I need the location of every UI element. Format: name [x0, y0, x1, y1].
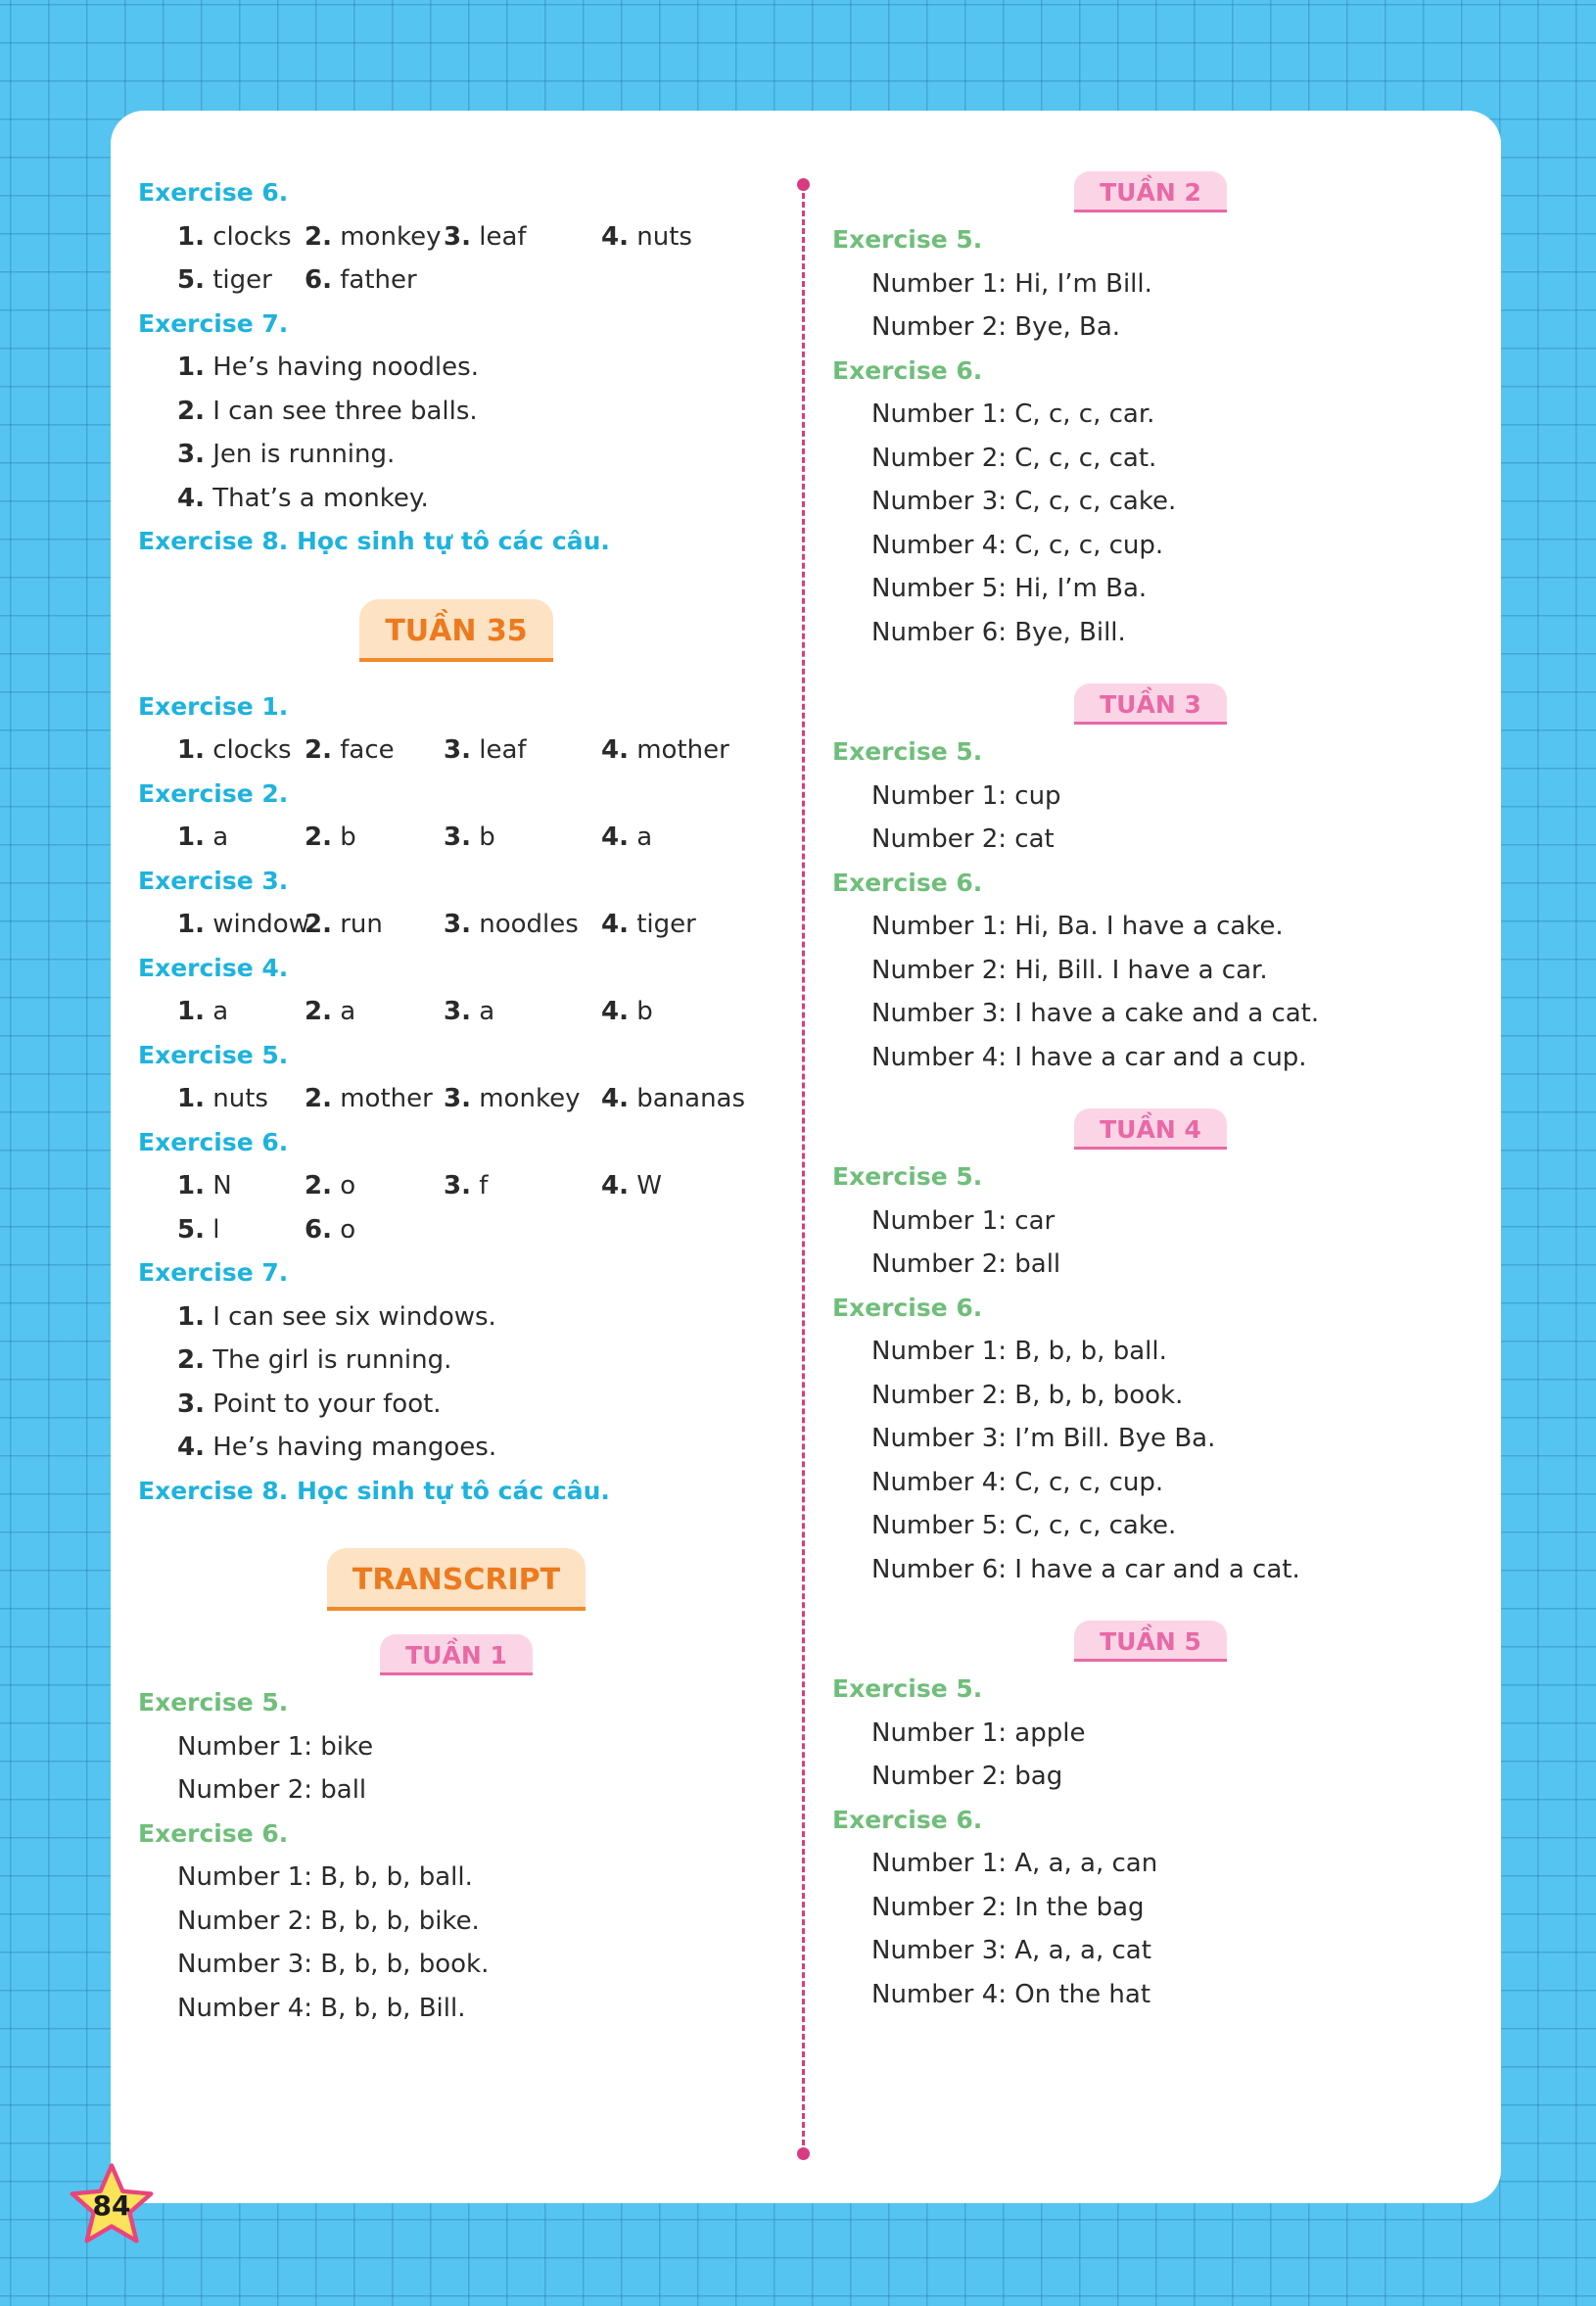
item-text: He’s having mangoes.: [212, 1433, 497, 1462]
item-number: 2.: [305, 997, 332, 1026]
item-number: 5.: [177, 265, 205, 295]
left-column: [138, 171, 775, 2030]
exercise-heading: Exercise 5.: [138, 1040, 289, 1069]
item-text: monkey: [479, 1084, 581, 1113]
transcript-line: Number 1: apple: [871, 1718, 1086, 1748]
item-number: 1.: [177, 910, 205, 939]
item-text: nuts: [636, 221, 692, 252]
exercise-block: [138, 773, 775, 860]
transcript-banner: TRANSCRIPT: [327, 1548, 586, 1611]
exercise-block: [832, 1287, 1469, 1592]
transcript-line: Number 2: ball: [177, 1775, 367, 1805]
item-text: a: [212, 823, 229, 852]
item-text: run: [340, 910, 383, 939]
item-text: o: [340, 1171, 356, 1200]
item-text: monkey: [340, 221, 442, 252]
answer-item: [177, 259, 305, 303]
transcript-line: Number 2: In the bag: [871, 1892, 1145, 1922]
week-banner: TUẦN 35: [359, 599, 552, 662]
exercise-block: [832, 1799, 1469, 2017]
exercise-heading: Exercise 7.: [138, 1258, 289, 1287]
week-banner: TUẦN 5: [1074, 1621, 1227, 1662]
item-number: 5.: [177, 1214, 205, 1245]
answer-item: [305, 215, 444, 259]
answer-item: [601, 816, 748, 860]
answer-line: [138, 433, 775, 477]
answer-key-page: [111, 111, 1501, 2203]
answer-item: [305, 903, 444, 947]
item-number: 3.: [444, 823, 471, 852]
item-text: N: [212, 1171, 232, 1200]
transcript-line: Number 2: B, b, b, bike.: [177, 1906, 480, 1936]
answer-line: [138, 1295, 775, 1340]
item-number: 4.: [601, 1171, 629, 1200]
exercise-heading: Exercise 5.: [832, 1674, 983, 1703]
item-number: 4.: [177, 483, 205, 513]
transcript-line: Number 2: bag: [871, 1762, 1063, 1791]
exercise-block: [138, 171, 775, 303]
transcript-line: Number 3: I have a cake and a cat.: [871, 999, 1320, 1028]
answer-item: [177, 1208, 305, 1252]
item-text: mother: [636, 735, 729, 765]
week-banner: TUẦN 3: [1074, 683, 1227, 725]
transcript-line: Number 2: ball: [871, 1249, 1061, 1279]
exercise-block: [832, 1155, 1469, 1287]
item-number: 3.: [444, 1171, 471, 1200]
item-number: 6.: [305, 265, 332, 295]
exercise-block: [138, 1121, 775, 1252]
item-number: 3.: [444, 221, 471, 252]
answer-item: [444, 816, 601, 860]
exercise-heading: Exercise 5.: [832, 225, 983, 254]
answer-item: [177, 990, 305, 1034]
answer-line: [138, 477, 775, 521]
week-banner: TUẦN 2: [1074, 171, 1227, 212]
item-number: 2.: [305, 823, 332, 852]
answer-row: [138, 259, 775, 303]
answer-item: [601, 990, 748, 1034]
item-text: a: [479, 997, 495, 1026]
item-text: W: [636, 1171, 662, 1200]
column-divider: [802, 184, 805, 2154]
answer-item: [177, 215, 305, 259]
exercise-heading: Exercise 3.: [138, 866, 289, 895]
answer-item: [444, 215, 601, 259]
item-number: 2.: [305, 1084, 332, 1113]
item-number: 1.: [177, 1171, 205, 1200]
item-text: o: [340, 1214, 356, 1245]
answer-row: [138, 1208, 775, 1252]
transcript-line: Number 5: C, c, c, cake.: [871, 1511, 1177, 1540]
answer-row: [138, 816, 775, 860]
exercise-block: [138, 860, 775, 947]
item-text: He’s having noodles.: [212, 353, 479, 382]
answer-item: [601, 215, 748, 259]
transcript-line: Number 2: Hi, Bill. I have a car.: [871, 955, 1268, 985]
exercise-block: [138, 1681, 775, 1812]
exercise-heading: Exercise 5.: [832, 737, 983, 766]
transcript-line: Number 3: A, a, a, cat: [871, 1936, 1151, 1965]
item-number: 3.: [177, 1388, 205, 1419]
item-text: That’s a monkey.: [212, 483, 429, 513]
item-number: 2.: [177, 1345, 205, 1375]
item-text: tiger: [636, 910, 696, 939]
transcript-line: Number 1: bike: [177, 1731, 374, 1762]
item-text: bananas: [636, 1084, 746, 1113]
item-text: window: [212, 910, 309, 939]
transcript-line: Number 1: Hi, Ba. I have a cake.: [871, 912, 1284, 941]
answer-item: [305, 1077, 444, 1121]
item-number: 1.: [177, 1301, 205, 1332]
answer-item: [177, 1164, 305, 1208]
item-number: 3.: [444, 910, 471, 939]
item-number: 1.: [177, 353, 205, 382]
item-number: 4.: [601, 997, 629, 1026]
transcript-line: Number 1: car: [871, 1205, 1056, 1236]
transcript-line: Number 1: B, b, b, ball.: [871, 1337, 1167, 1366]
answer-item: [444, 903, 601, 947]
answer-row: [138, 215, 775, 259]
item-text: b: [340, 823, 356, 852]
answer-item: [444, 729, 601, 773]
answer-line: [138, 1383, 775, 1427]
answer-item: [305, 1164, 444, 1208]
answer-item: [601, 1164, 748, 1208]
item-text: tiger: [212, 265, 272, 295]
week-banner: TUẦN 4: [1074, 1108, 1227, 1150]
item-text: b: [636, 997, 653, 1026]
item-text: I can see three balls.: [212, 396, 478, 426]
answer-item: [305, 259, 444, 303]
item-number: 6.: [305, 1214, 332, 1245]
item-number: 2.: [305, 1171, 332, 1200]
item-number: 2.: [305, 735, 332, 765]
transcript-line: Number 4: I have a car and a cup.: [871, 1042, 1307, 1072]
answer-item: [177, 729, 305, 773]
transcript-line: Number 1: C, c, c, car.: [871, 400, 1155, 429]
exercise-block: [832, 350, 1469, 655]
item-number: 2.: [305, 910, 332, 939]
answer-row: [138, 1164, 775, 1208]
answer-item: [444, 990, 601, 1034]
exercise-block: [138, 1812, 775, 2031]
answer-row: [138, 990, 775, 1034]
exercise-block: [832, 1668, 1469, 1799]
answer-row: [138, 729, 775, 773]
answer-item: [177, 816, 305, 860]
item-text: a: [340, 997, 356, 1026]
exercise-heading: Exercise 6.: [138, 1818, 289, 1848]
exercise-block: [832, 218, 1469, 350]
item-text: Point to your foot.: [212, 1388, 442, 1419]
item-number: 4.: [177, 1433, 205, 1462]
exercise-heading: Exercise 6.: [832, 355, 983, 385]
answer-item: [305, 729, 444, 773]
transcript-line: Number 6: I have a car and a cat.: [871, 1554, 1300, 1584]
item-text: clocks: [212, 221, 292, 252]
item-text: father: [340, 265, 417, 295]
item-text: The girl is running.: [212, 1345, 452, 1375]
item-number: 2.: [305, 221, 332, 252]
answer-line: [138, 1339, 775, 1383]
right-column: [832, 171, 1469, 2016]
item-text: noodles: [479, 910, 579, 939]
item-number: 1.: [177, 1084, 205, 1113]
transcript-line: Number 4: C, c, c, cup.: [871, 1467, 1164, 1497]
week-banner: TUẦN 1: [380, 1634, 533, 1675]
exercise-block: [832, 862, 1469, 1080]
answer-item: [177, 903, 309, 947]
item-text: f: [479, 1171, 489, 1200]
item-text: a: [636, 823, 653, 852]
item-text: l: [212, 1214, 220, 1245]
answer-item: [601, 729, 748, 773]
exercise-block: [138, 685, 775, 773]
item-number: 3.: [177, 440, 205, 469]
item-text: mother: [340, 1084, 433, 1113]
answer-line: [138, 346, 775, 390]
transcript-line: Number 4: C, c, c, cup.: [871, 530, 1164, 560]
divider-dot: [797, 178, 810, 191]
exercise-heading: Exercise 8. Học sinh tự tô các câu.: [138, 527, 610, 555]
item-text: b: [479, 823, 495, 852]
item-text: leaf: [479, 735, 527, 765]
transcript-line: Number 2: cat: [871, 824, 1055, 854]
exercise-heading: Exercise 4.: [138, 953, 289, 982]
item-text: face: [340, 735, 395, 765]
answer-item: [601, 903, 748, 947]
answer-line: [138, 1426, 775, 1470]
item-number: 3.: [444, 735, 471, 765]
item-number: 1.: [177, 221, 205, 252]
exercise-heading: Exercise 5.: [832, 1162, 983, 1191]
answer-item: [601, 1077, 748, 1121]
answer-item: [444, 1077, 601, 1121]
item-text: leaf: [479, 221, 527, 252]
answer-line: [138, 390, 775, 434]
item-text: nuts: [212, 1084, 268, 1113]
transcript-line: Number 3: I’m Bill. Bye Ba.: [871, 1424, 1216, 1453]
exercise-block: [138, 947, 775, 1034]
transcript-line: Number 5: Hi, I’m Ba.: [871, 574, 1148, 603]
item-number: 3.: [444, 997, 471, 1026]
exercise-heading: Exercise 1.: [138, 691, 289, 721]
item-number: 1.: [177, 823, 205, 852]
transcript-line: Number 1: cup: [871, 780, 1061, 811]
exercise-block: [138, 1034, 775, 1121]
exercise-heading: Exercise 2.: [138, 778, 289, 808]
item-number: 4.: [601, 221, 629, 252]
exercise-block: [832, 730, 1469, 862]
exercise-heading: Exercise 8. Học sinh tự tô các câu.: [138, 1476, 610, 1505]
item-text: I can see six windows.: [212, 1301, 496, 1332]
item-text: clocks: [212, 735, 292, 765]
item-number: 3.: [444, 1084, 471, 1113]
answer-row: [138, 903, 775, 947]
item-number: 4.: [601, 1084, 629, 1113]
item-number: 4.: [601, 823, 629, 852]
item-number: 1.: [177, 997, 205, 1026]
transcript-line: Number 3: B, b, b, book.: [177, 1950, 490, 1979]
transcript-line: Number 2: Bye, Ba.: [871, 312, 1121, 342]
page-number: 84: [92, 2189, 131, 2222]
exercise-heading: Exercise 6.: [138, 1127, 289, 1156]
transcript-line: Number 3: C, c, c, cake.: [871, 487, 1177, 516]
item-number: 4.: [601, 735, 629, 765]
item-text: a: [212, 997, 229, 1026]
transcript-line: Number 1: Hi, I’m Bill.: [871, 268, 1152, 299]
transcript-line: Number 1: A, a, a, can: [871, 1849, 1158, 1878]
exercise-heading: Exercise 7.: [138, 308, 289, 338]
exercise-heading: Exercise 6.: [832, 1293, 983, 1322]
item-number: 1.: [177, 735, 205, 765]
divider-dot: [797, 2147, 810, 2160]
answer-item: [177, 1077, 305, 1121]
exercise-heading: Exercise 6.: [138, 178, 289, 207]
answer-item: [444, 1164, 601, 1208]
item-text: Jen is running.: [212, 440, 396, 469]
answer-item: [305, 990, 444, 1034]
answer-item: [305, 1208, 444, 1252]
transcript-line: Number 2: C, c, c, cat.: [871, 443, 1157, 473]
item-number: 4.: [601, 910, 629, 939]
transcript-line: Number 6: Bye, Bill.: [871, 617, 1126, 647]
transcript-line: Number 4: On the hat: [871, 1979, 1151, 2009]
transcript-line: Number 2: B, b, b, book.: [871, 1380, 1184, 1410]
exercise-heading: Exercise 6.: [832, 1805, 983, 1834]
exercise-heading: Exercise 6.: [832, 868, 983, 897]
exercise-block: [138, 303, 775, 521]
exercise-heading: Exercise 5.: [138, 1688, 289, 1717]
item-number: 2.: [177, 396, 205, 426]
transcript-line: Number 4: B, b, b, Bill.: [177, 1993, 466, 2023]
transcript-line: Number 1: B, b, b, ball.: [177, 1862, 473, 1892]
answer-row: [138, 1077, 775, 1121]
answer-item: [305, 816, 444, 860]
exercise-block: [138, 1251, 775, 1470]
